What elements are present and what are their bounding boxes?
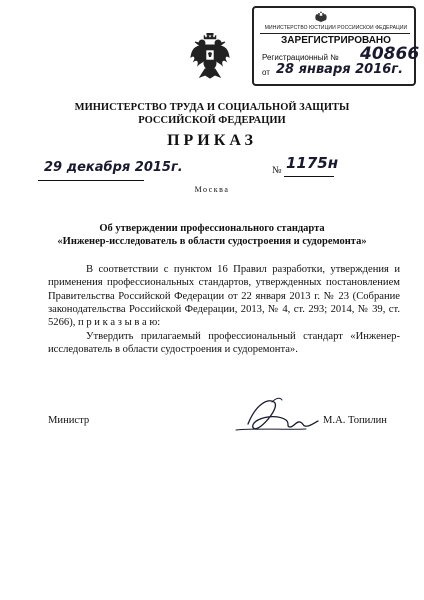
ministry-name-line2: РОССИЙСКОЙ ФЕДЕРАЦИИ xyxy=(138,115,286,126)
number-underline xyxy=(284,176,334,177)
ministry-name xyxy=(0,101,424,127)
order-number: 1175н xyxy=(286,154,339,172)
signer-position: Министр xyxy=(48,415,90,426)
order-subject xyxy=(30,222,394,248)
date-underline xyxy=(38,180,144,181)
order-number-sign: № xyxy=(272,165,282,176)
stamp-registration-date: 28 января 2016г. xyxy=(276,62,404,77)
document-type-title: ПРИКАЗ xyxy=(167,132,257,149)
order-date: 29 декабря 2015г. xyxy=(44,160,183,175)
order-subject-line2: «Инженер-исследователь в области судостроения и судоремонта» xyxy=(57,236,367,247)
signer-name: М.А. Топилин xyxy=(323,415,387,426)
stamp-divider xyxy=(260,33,410,34)
stamp-emblem-icon xyxy=(314,10,328,24)
body-paragraph-legal-basis: В соответствии с пунктом 16 Правил разработки, утверждения и применения профессиональных стандартов, утвержденных постановлением Правительства Российской Федерации от 22 января 2013 г. № 23 (Собрание законодательства Российской Федерации, 2013, № 4, ст. 293; 2014, № 39, ст. 5266), п р и к а з ы в а ю: xyxy=(48,264,400,329)
city-name: Москва xyxy=(194,185,230,194)
registration-stamp xyxy=(252,6,420,86)
stamp-registered-label: ЗАРЕГИСТРИРОВАНО xyxy=(281,35,391,46)
stamp-registration-number-label: Регистрационный № xyxy=(262,53,339,62)
ministry-name-line1: МИНИСТЕРСТВО ТРУДА И СОЦИАЛЬНОЙ ЗАЩИТЫ xyxy=(74,102,350,113)
stamp-registration-number: 40866 xyxy=(360,44,420,64)
russian-emblem-icon xyxy=(190,33,230,79)
stamp-ministry-name: МИНИСТЕРСТВО ЮСТИЦИИ РОССИЙСКОЙ ФЕДЕРАЦИИ xyxy=(264,25,408,31)
body-paragraph-decision: Утвердить прилагаемый профессиональный стандарт «Инженер-исследователь в области судостроения и судоремонта». xyxy=(48,331,400,356)
order-subject-line1: Об утверждении профессионального стандарта xyxy=(99,223,325,234)
handwritten-signature-icon xyxy=(228,394,320,436)
stamp-from-label: от xyxy=(262,68,270,77)
